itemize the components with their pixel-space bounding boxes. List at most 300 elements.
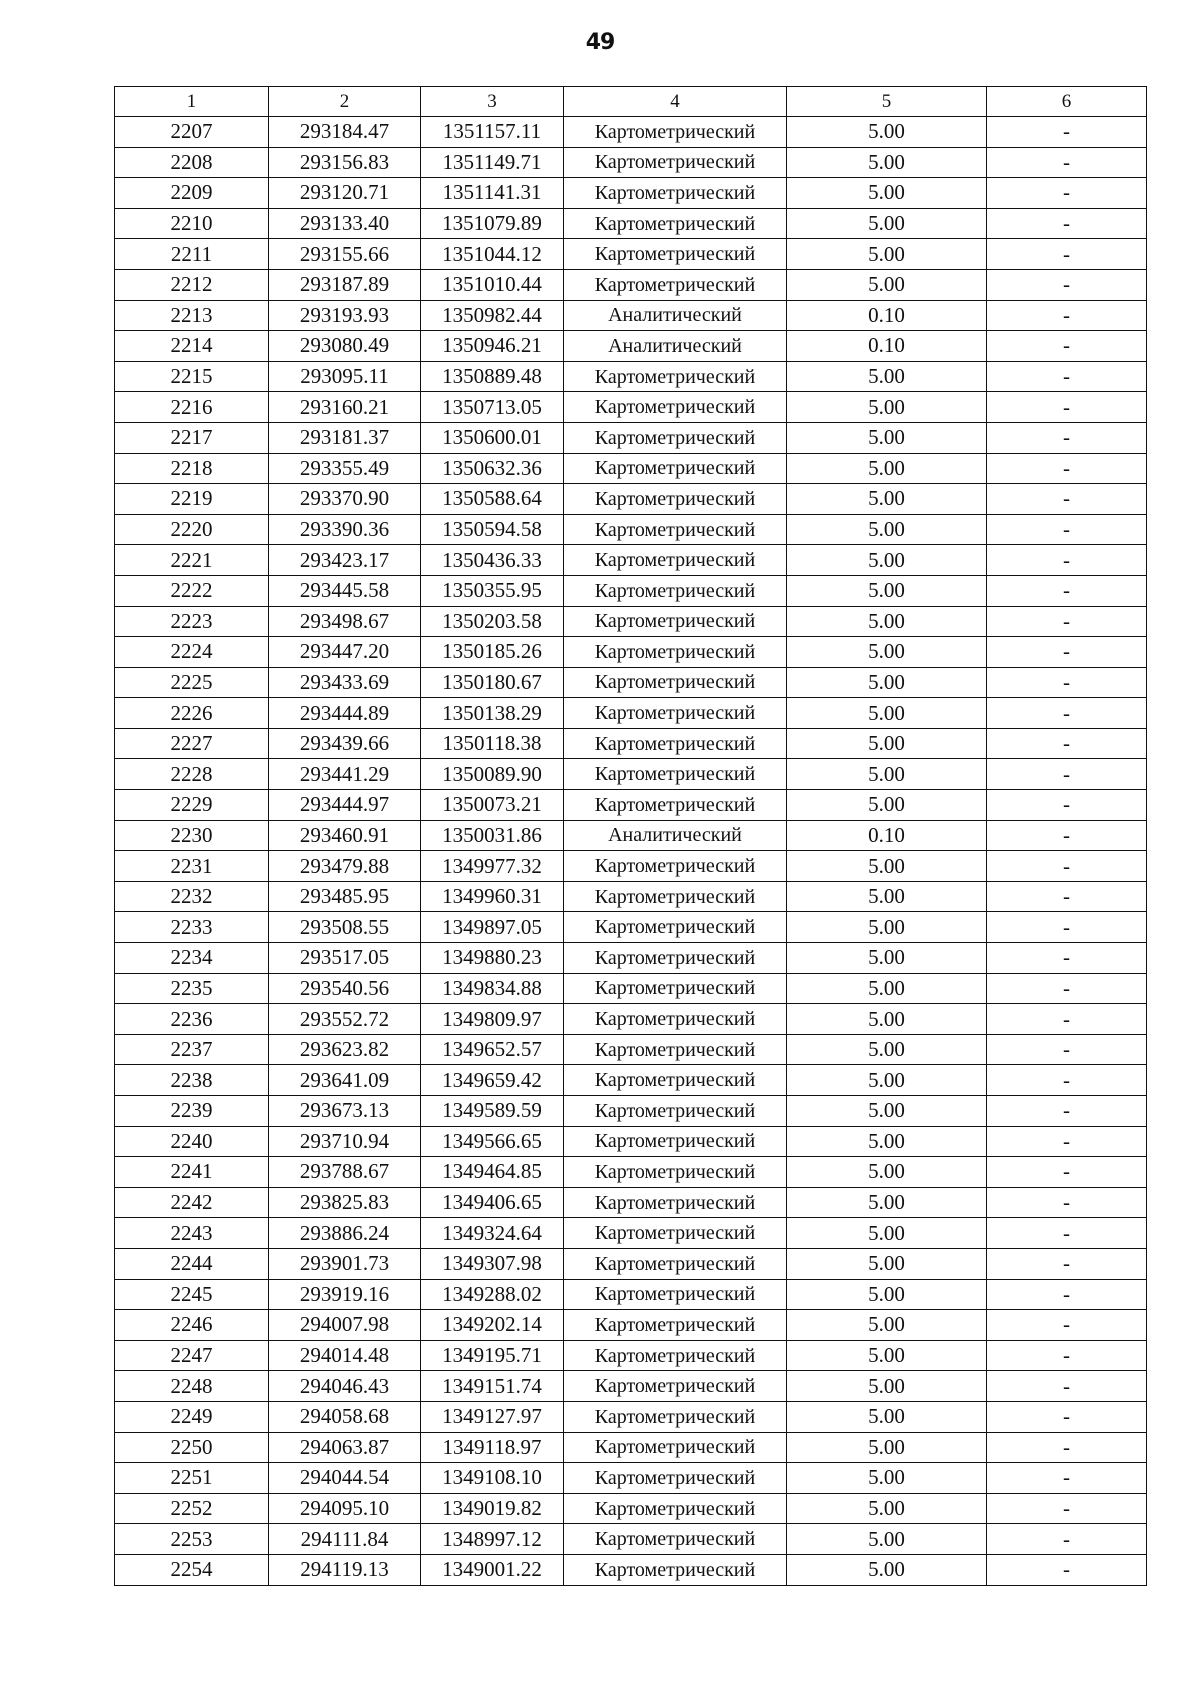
y-coordinate-cell: 1348997.12	[421, 1524, 564, 1555]
x-coordinate-cell: 293479.88	[269, 851, 421, 882]
table-row	[115, 1463, 1147, 1494]
method-cell: Картометрический	[564, 422, 787, 453]
y-coordinate-cell: 1349324.64	[421, 1218, 564, 1249]
point-number-cell: 2246	[115, 1310, 269, 1341]
x-coordinate-cell: 294111.84	[269, 1524, 421, 1555]
y-coordinate-cell: 1350982.44	[421, 300, 564, 331]
y-coordinate-cell: 1350138.29	[421, 698, 564, 729]
table-row	[115, 361, 1147, 392]
point-number-cell: 2236	[115, 1004, 269, 1035]
note-cell: -	[987, 1126, 1147, 1157]
accuracy-cell: 5.00	[787, 484, 987, 515]
accuracy-cell: 5.00	[787, 239, 987, 270]
accuracy-cell: 5.00	[787, 667, 987, 698]
note-cell: -	[987, 1340, 1147, 1371]
point-number-cell: 2237	[115, 1034, 269, 1065]
table-row	[115, 1371, 1147, 1402]
table-row	[115, 269, 1147, 300]
y-coordinate-cell: 1350185.26	[421, 637, 564, 668]
method-cell: Картометрический	[564, 1004, 787, 1035]
method-cell: Картометрический	[564, 698, 787, 729]
method-cell: Картометрический	[564, 545, 787, 576]
table-row	[115, 1248, 1147, 1279]
note-cell: -	[987, 422, 1147, 453]
note-cell: -	[987, 1034, 1147, 1065]
point-number-cell: 2248	[115, 1371, 269, 1402]
note-cell: -	[987, 1096, 1147, 1127]
point-number-cell: 2215	[115, 361, 269, 392]
method-cell: Картометрический	[564, 1218, 787, 1249]
accuracy-cell: 5.00	[787, 1340, 987, 1371]
method-cell: Картометрический	[564, 1524, 787, 1555]
note-cell: -	[987, 1524, 1147, 1555]
x-coordinate-cell: 293641.09	[269, 1065, 421, 1096]
accuracy-cell: 5.00	[787, 392, 987, 423]
accuracy-cell: 5.00	[787, 178, 987, 209]
note-cell: -	[987, 239, 1147, 270]
y-coordinate-cell: 1349307.98	[421, 1248, 564, 1279]
method-cell: Картометрический	[564, 728, 787, 759]
note-cell: -	[987, 667, 1147, 698]
x-coordinate-cell: 293886.24	[269, 1218, 421, 1249]
note-cell: -	[987, 1554, 1147, 1585]
point-number-cell: 2247	[115, 1340, 269, 1371]
method-cell: Картометрический	[564, 1065, 787, 1096]
x-coordinate-cell: 293156.83	[269, 147, 421, 178]
note-cell: -	[987, 728, 1147, 759]
point-number-cell: 2228	[115, 759, 269, 790]
x-coordinate-cell: 293439.66	[269, 728, 421, 759]
table-row	[115, 728, 1147, 759]
point-number-cell: 2240	[115, 1126, 269, 1157]
method-cell: Картометрический	[564, 790, 787, 821]
table-row	[115, 1340, 1147, 1371]
y-coordinate-cell: 1349019.82	[421, 1493, 564, 1524]
x-coordinate-cell: 293390.36	[269, 514, 421, 545]
accuracy-cell: 5.00	[787, 1004, 987, 1035]
point-number-cell: 2226	[115, 698, 269, 729]
point-number-cell: 2232	[115, 881, 269, 912]
accuracy-cell: 5.00	[787, 1279, 987, 1310]
accuracy-cell: 5.00	[787, 117, 987, 148]
accuracy-cell: 5.00	[787, 1187, 987, 1218]
note-cell: -	[987, 269, 1147, 300]
x-coordinate-cell: 294014.48	[269, 1340, 421, 1371]
note-cell: -	[987, 1493, 1147, 1524]
method-cell: Картометрический	[564, 667, 787, 698]
x-coordinate-cell: 294063.87	[269, 1432, 421, 1463]
point-number-cell: 2244	[115, 1248, 269, 1279]
point-number-cell: 2249	[115, 1401, 269, 1432]
note-cell: -	[987, 208, 1147, 239]
table-row	[115, 1524, 1147, 1555]
accuracy-cell: 5.00	[787, 1065, 987, 1096]
table-row	[115, 606, 1147, 637]
x-coordinate-cell: 293181.37	[269, 422, 421, 453]
table-row	[115, 208, 1147, 239]
y-coordinate-cell: 1350436.33	[421, 545, 564, 576]
note-cell: -	[987, 881, 1147, 912]
x-coordinate-cell: 293788.67	[269, 1157, 421, 1188]
y-coordinate-cell: 1350889.48	[421, 361, 564, 392]
table-row	[115, 117, 1147, 148]
method-cell: Картометрический	[564, 973, 787, 1004]
method-cell: Картометрический	[564, 178, 787, 209]
x-coordinate-cell: 294044.54	[269, 1463, 421, 1494]
point-number-cell: 2230	[115, 820, 269, 851]
note-cell: -	[987, 147, 1147, 178]
method-cell: Картометрический	[564, 117, 787, 148]
x-coordinate-cell: 294046.43	[269, 1371, 421, 1402]
x-coordinate-cell: 293444.89	[269, 698, 421, 729]
table-row	[115, 1554, 1147, 1585]
accuracy-cell: 5.00	[787, 1401, 987, 1432]
note-cell: -	[987, 1279, 1147, 1310]
point-number-cell: 2223	[115, 606, 269, 637]
method-cell: Картометрический	[564, 606, 787, 637]
note-cell: -	[987, 973, 1147, 1004]
accuracy-cell: 5.00	[787, 912, 987, 943]
method-cell: Картометрический	[564, 912, 787, 943]
table-row	[115, 1034, 1147, 1065]
point-number-cell: 2219	[115, 484, 269, 515]
note-cell: -	[987, 912, 1147, 943]
y-coordinate-cell: 1349897.05	[421, 912, 564, 943]
accuracy-cell: 0.10	[787, 331, 987, 362]
note-cell: -	[987, 545, 1147, 576]
note-cell: -	[987, 637, 1147, 668]
accuracy-cell: 5.00	[787, 759, 987, 790]
method-cell: Картометрический	[564, 208, 787, 239]
y-coordinate-cell: 1349108.10	[421, 1463, 564, 1494]
point-number-cell: 2242	[115, 1187, 269, 1218]
x-coordinate-cell: 294119.13	[269, 1554, 421, 1585]
note-cell: -	[987, 361, 1147, 392]
table-header	[115, 87, 1147, 117]
table-row	[115, 912, 1147, 943]
y-coordinate-cell: 1351010.44	[421, 269, 564, 300]
x-coordinate-cell: 293187.89	[269, 269, 421, 300]
y-coordinate-cell: 1349195.71	[421, 1340, 564, 1371]
table-row	[115, 178, 1147, 209]
note-cell: -	[987, 1218, 1147, 1249]
table-row	[115, 1187, 1147, 1218]
y-coordinate-cell: 1350632.36	[421, 453, 564, 484]
note-cell: -	[987, 453, 1147, 484]
accuracy-cell: 5.00	[787, 1310, 987, 1341]
accuracy-cell: 5.00	[787, 1493, 987, 1524]
method-cell: Картометрический	[564, 1279, 787, 1310]
note-cell: -	[987, 1401, 1147, 1432]
y-coordinate-cell: 1349834.88	[421, 973, 564, 1004]
method-cell: Картометрический	[564, 759, 787, 790]
x-coordinate-cell: 293184.47	[269, 117, 421, 148]
table-row	[115, 1493, 1147, 1524]
x-coordinate-cell: 293710.94	[269, 1126, 421, 1157]
y-coordinate-cell: 1350588.64	[421, 484, 564, 515]
y-coordinate-cell: 1351044.12	[421, 239, 564, 270]
method-cell: Картометрический	[564, 1463, 787, 1494]
table-row	[115, 331, 1147, 362]
accuracy-cell: 5.00	[787, 943, 987, 974]
method-cell: Картометрический	[564, 361, 787, 392]
method-cell: Картометрический	[564, 881, 787, 912]
note-cell: -	[987, 851, 1147, 882]
accuracy-cell: 5.00	[787, 1524, 987, 1555]
table-row	[115, 1310, 1147, 1341]
y-coordinate-cell: 1351079.89	[421, 208, 564, 239]
column-header-5: 5	[787, 87, 987, 117]
point-number-cell: 2229	[115, 790, 269, 821]
method-cell: Картометрический	[564, 1126, 787, 1157]
point-number-cell: 2218	[115, 453, 269, 484]
x-coordinate-cell: 293193.93	[269, 300, 421, 331]
point-number-cell: 2250	[115, 1432, 269, 1463]
y-coordinate-cell: 1349464.85	[421, 1157, 564, 1188]
point-number-cell: 2224	[115, 637, 269, 668]
x-coordinate-cell: 294007.98	[269, 1310, 421, 1341]
point-number-cell: 2214	[115, 331, 269, 362]
accuracy-cell: 5.00	[787, 973, 987, 1004]
point-number-cell: 2234	[115, 943, 269, 974]
note-cell: -	[987, 1157, 1147, 1188]
accuracy-cell: 0.10	[787, 300, 987, 331]
accuracy-cell: 5.00	[787, 1371, 987, 1402]
method-cell: Картометрический	[564, 269, 787, 300]
accuracy-cell: 5.00	[787, 1248, 987, 1279]
method-cell: Картометрический	[564, 943, 787, 974]
table-row	[115, 300, 1147, 331]
point-number-cell: 2233	[115, 912, 269, 943]
accuracy-cell: 5.00	[787, 728, 987, 759]
point-number-cell: 2251	[115, 1463, 269, 1494]
y-coordinate-cell: 1349659.42	[421, 1065, 564, 1096]
method-cell: Картометрический	[564, 1432, 787, 1463]
x-coordinate-cell: 293825.83	[269, 1187, 421, 1218]
x-coordinate-cell: 293919.16	[269, 1279, 421, 1310]
page-number: 49	[585, 30, 615, 55]
method-cell: Картометрический	[564, 392, 787, 423]
accuracy-cell: 5.00	[787, 1157, 987, 1188]
point-number-cell: 2213	[115, 300, 269, 331]
point-number-cell: 2220	[115, 514, 269, 545]
accuracy-cell: 5.00	[787, 637, 987, 668]
table-row	[115, 698, 1147, 729]
y-coordinate-cell: 1349001.22	[421, 1554, 564, 1585]
accuracy-cell: 5.00	[787, 851, 987, 882]
note-cell: -	[987, 484, 1147, 515]
table-row	[115, 545, 1147, 576]
y-coordinate-cell: 1350713.05	[421, 392, 564, 423]
note-cell: -	[987, 1463, 1147, 1494]
accuracy-cell: 5.00	[787, 1554, 987, 1585]
accuracy-cell: 5.00	[787, 606, 987, 637]
point-number-cell: 2227	[115, 728, 269, 759]
accuracy-cell: 5.00	[787, 453, 987, 484]
table-row	[115, 1126, 1147, 1157]
y-coordinate-cell: 1350031.86	[421, 820, 564, 851]
y-coordinate-cell: 1349127.97	[421, 1401, 564, 1432]
table-row	[115, 667, 1147, 698]
table-row	[115, 1096, 1147, 1127]
point-number-cell: 2221	[115, 545, 269, 576]
accuracy-cell: 5.00	[787, 514, 987, 545]
y-coordinate-cell: 1349809.97	[421, 1004, 564, 1035]
y-coordinate-cell: 1351141.31	[421, 178, 564, 209]
table-row	[115, 759, 1147, 790]
note-cell: -	[987, 331, 1147, 362]
x-coordinate-cell: 293444.97	[269, 790, 421, 821]
y-coordinate-cell: 1349118.97	[421, 1432, 564, 1463]
x-coordinate-cell: 293445.58	[269, 575, 421, 606]
y-coordinate-cell: 1349589.59	[421, 1096, 564, 1127]
point-number-cell: 2252	[115, 1493, 269, 1524]
method-cell: Картометрический	[564, 484, 787, 515]
table-row	[115, 943, 1147, 974]
x-coordinate-cell: 293080.49	[269, 331, 421, 362]
x-coordinate-cell: 293355.49	[269, 453, 421, 484]
accuracy-cell: 5.00	[787, 1126, 987, 1157]
note-cell: -	[987, 1432, 1147, 1463]
note-cell: -	[987, 759, 1147, 790]
accuracy-cell: 5.00	[787, 1463, 987, 1494]
y-coordinate-cell: 1349977.32	[421, 851, 564, 882]
point-number-cell: 2241	[115, 1157, 269, 1188]
y-coordinate-cell: 1350180.67	[421, 667, 564, 698]
x-coordinate-cell: 293120.71	[269, 178, 421, 209]
x-coordinate-cell: 293673.13	[269, 1096, 421, 1127]
point-number-cell: 2238	[115, 1065, 269, 1096]
x-coordinate-cell: 293441.29	[269, 759, 421, 790]
y-coordinate-cell: 1349652.57	[421, 1034, 564, 1065]
note-cell: -	[987, 178, 1147, 209]
x-coordinate-cell: 293517.05	[269, 943, 421, 974]
method-cell: Картометрический	[564, 851, 787, 882]
x-coordinate-cell: 293540.56	[269, 973, 421, 1004]
point-number-cell: 2208	[115, 147, 269, 178]
x-coordinate-cell: 293498.67	[269, 606, 421, 637]
point-number-cell: 2235	[115, 973, 269, 1004]
point-number-cell: 2225	[115, 667, 269, 698]
table-row	[115, 422, 1147, 453]
x-coordinate-cell: 293433.69	[269, 667, 421, 698]
method-cell: Картометрический	[564, 1371, 787, 1402]
method-cell: Картометрический	[564, 1157, 787, 1188]
accuracy-cell: 5.00	[787, 361, 987, 392]
method-cell: Картометрический	[564, 1034, 787, 1065]
table-body	[115, 117, 1147, 1586]
note-cell: -	[987, 1065, 1147, 1096]
accuracy-cell: 5.00	[787, 1034, 987, 1065]
x-coordinate-cell: 293447.20	[269, 637, 421, 668]
column-header-6: 6	[987, 87, 1147, 117]
accuracy-cell: 5.00	[787, 422, 987, 453]
y-coordinate-cell: 1349202.14	[421, 1310, 564, 1341]
x-coordinate-cell: 293370.90	[269, 484, 421, 515]
x-coordinate-cell: 293155.66	[269, 239, 421, 270]
table-row	[115, 973, 1147, 1004]
x-coordinate-cell: 293460.91	[269, 820, 421, 851]
point-number-cell: 2216	[115, 392, 269, 423]
note-cell: -	[987, 117, 1147, 148]
y-coordinate-cell: 1349566.65	[421, 1126, 564, 1157]
method-cell: Картометрический	[564, 147, 787, 178]
column-header-2: 2	[269, 87, 421, 117]
point-number-cell: 2254	[115, 1554, 269, 1585]
method-cell: Картометрический	[564, 1554, 787, 1585]
y-coordinate-cell: 1350355.95	[421, 575, 564, 606]
y-coordinate-cell: 1349406.65	[421, 1187, 564, 1218]
point-number-cell: 2211	[115, 239, 269, 270]
x-coordinate-cell: 293095.11	[269, 361, 421, 392]
table-row	[115, 1401, 1147, 1432]
method-cell: Картометрический	[564, 1248, 787, 1279]
y-coordinate-cell: 1349880.23	[421, 943, 564, 974]
method-cell: Аналитический	[564, 820, 787, 851]
point-number-cell: 2217	[115, 422, 269, 453]
accuracy-cell: 5.00	[787, 1432, 987, 1463]
table-row	[115, 881, 1147, 912]
column-header-4: 4	[564, 87, 787, 117]
point-number-cell: 2243	[115, 1218, 269, 1249]
accuracy-cell: 5.00	[787, 208, 987, 239]
table-row	[115, 453, 1147, 484]
point-number-cell: 2231	[115, 851, 269, 882]
y-coordinate-cell: 1350946.21	[421, 331, 564, 362]
table-row	[115, 514, 1147, 545]
header-row	[115, 87, 1147, 117]
table-row	[115, 1004, 1147, 1035]
x-coordinate-cell: 293133.40	[269, 208, 421, 239]
accuracy-cell: 5.00	[787, 1096, 987, 1127]
point-number-cell: 2222	[115, 575, 269, 606]
accuracy-cell: 5.00	[787, 269, 987, 300]
x-coordinate-cell: 293552.72	[269, 1004, 421, 1035]
coordinates-table	[114, 86, 1147, 1586]
method-cell: Картометрический	[564, 514, 787, 545]
point-number-cell: 2212	[115, 269, 269, 300]
table-row	[115, 484, 1147, 515]
method-cell: Картометрический	[564, 1310, 787, 1341]
accuracy-cell: 5.00	[787, 1218, 987, 1249]
x-coordinate-cell: 293485.95	[269, 881, 421, 912]
y-coordinate-cell: 1350073.21	[421, 790, 564, 821]
note-cell: -	[987, 1187, 1147, 1218]
point-number-cell: 2209	[115, 178, 269, 209]
accuracy-cell: 5.00	[787, 575, 987, 606]
table-row	[115, 147, 1147, 178]
note-cell: -	[987, 606, 1147, 637]
method-cell: Картометрический	[564, 453, 787, 484]
table-row	[115, 1432, 1147, 1463]
table-row	[115, 851, 1147, 882]
y-coordinate-cell: 1349960.31	[421, 881, 564, 912]
y-coordinate-cell: 1350600.01	[421, 422, 564, 453]
x-coordinate-cell: 293508.55	[269, 912, 421, 943]
method-cell: Картометрический	[564, 1493, 787, 1524]
x-coordinate-cell: 293623.82	[269, 1034, 421, 1065]
point-number-cell: 2253	[115, 1524, 269, 1555]
note-cell: -	[987, 392, 1147, 423]
accuracy-cell: 5.00	[787, 698, 987, 729]
method-cell: Картометрический	[564, 575, 787, 606]
table-row	[115, 1279, 1147, 1310]
note-cell: -	[987, 698, 1147, 729]
y-coordinate-cell: 1350594.58	[421, 514, 564, 545]
x-coordinate-cell: 293160.21	[269, 392, 421, 423]
table-row	[115, 637, 1147, 668]
y-coordinate-cell: 1351157.11	[421, 117, 564, 148]
